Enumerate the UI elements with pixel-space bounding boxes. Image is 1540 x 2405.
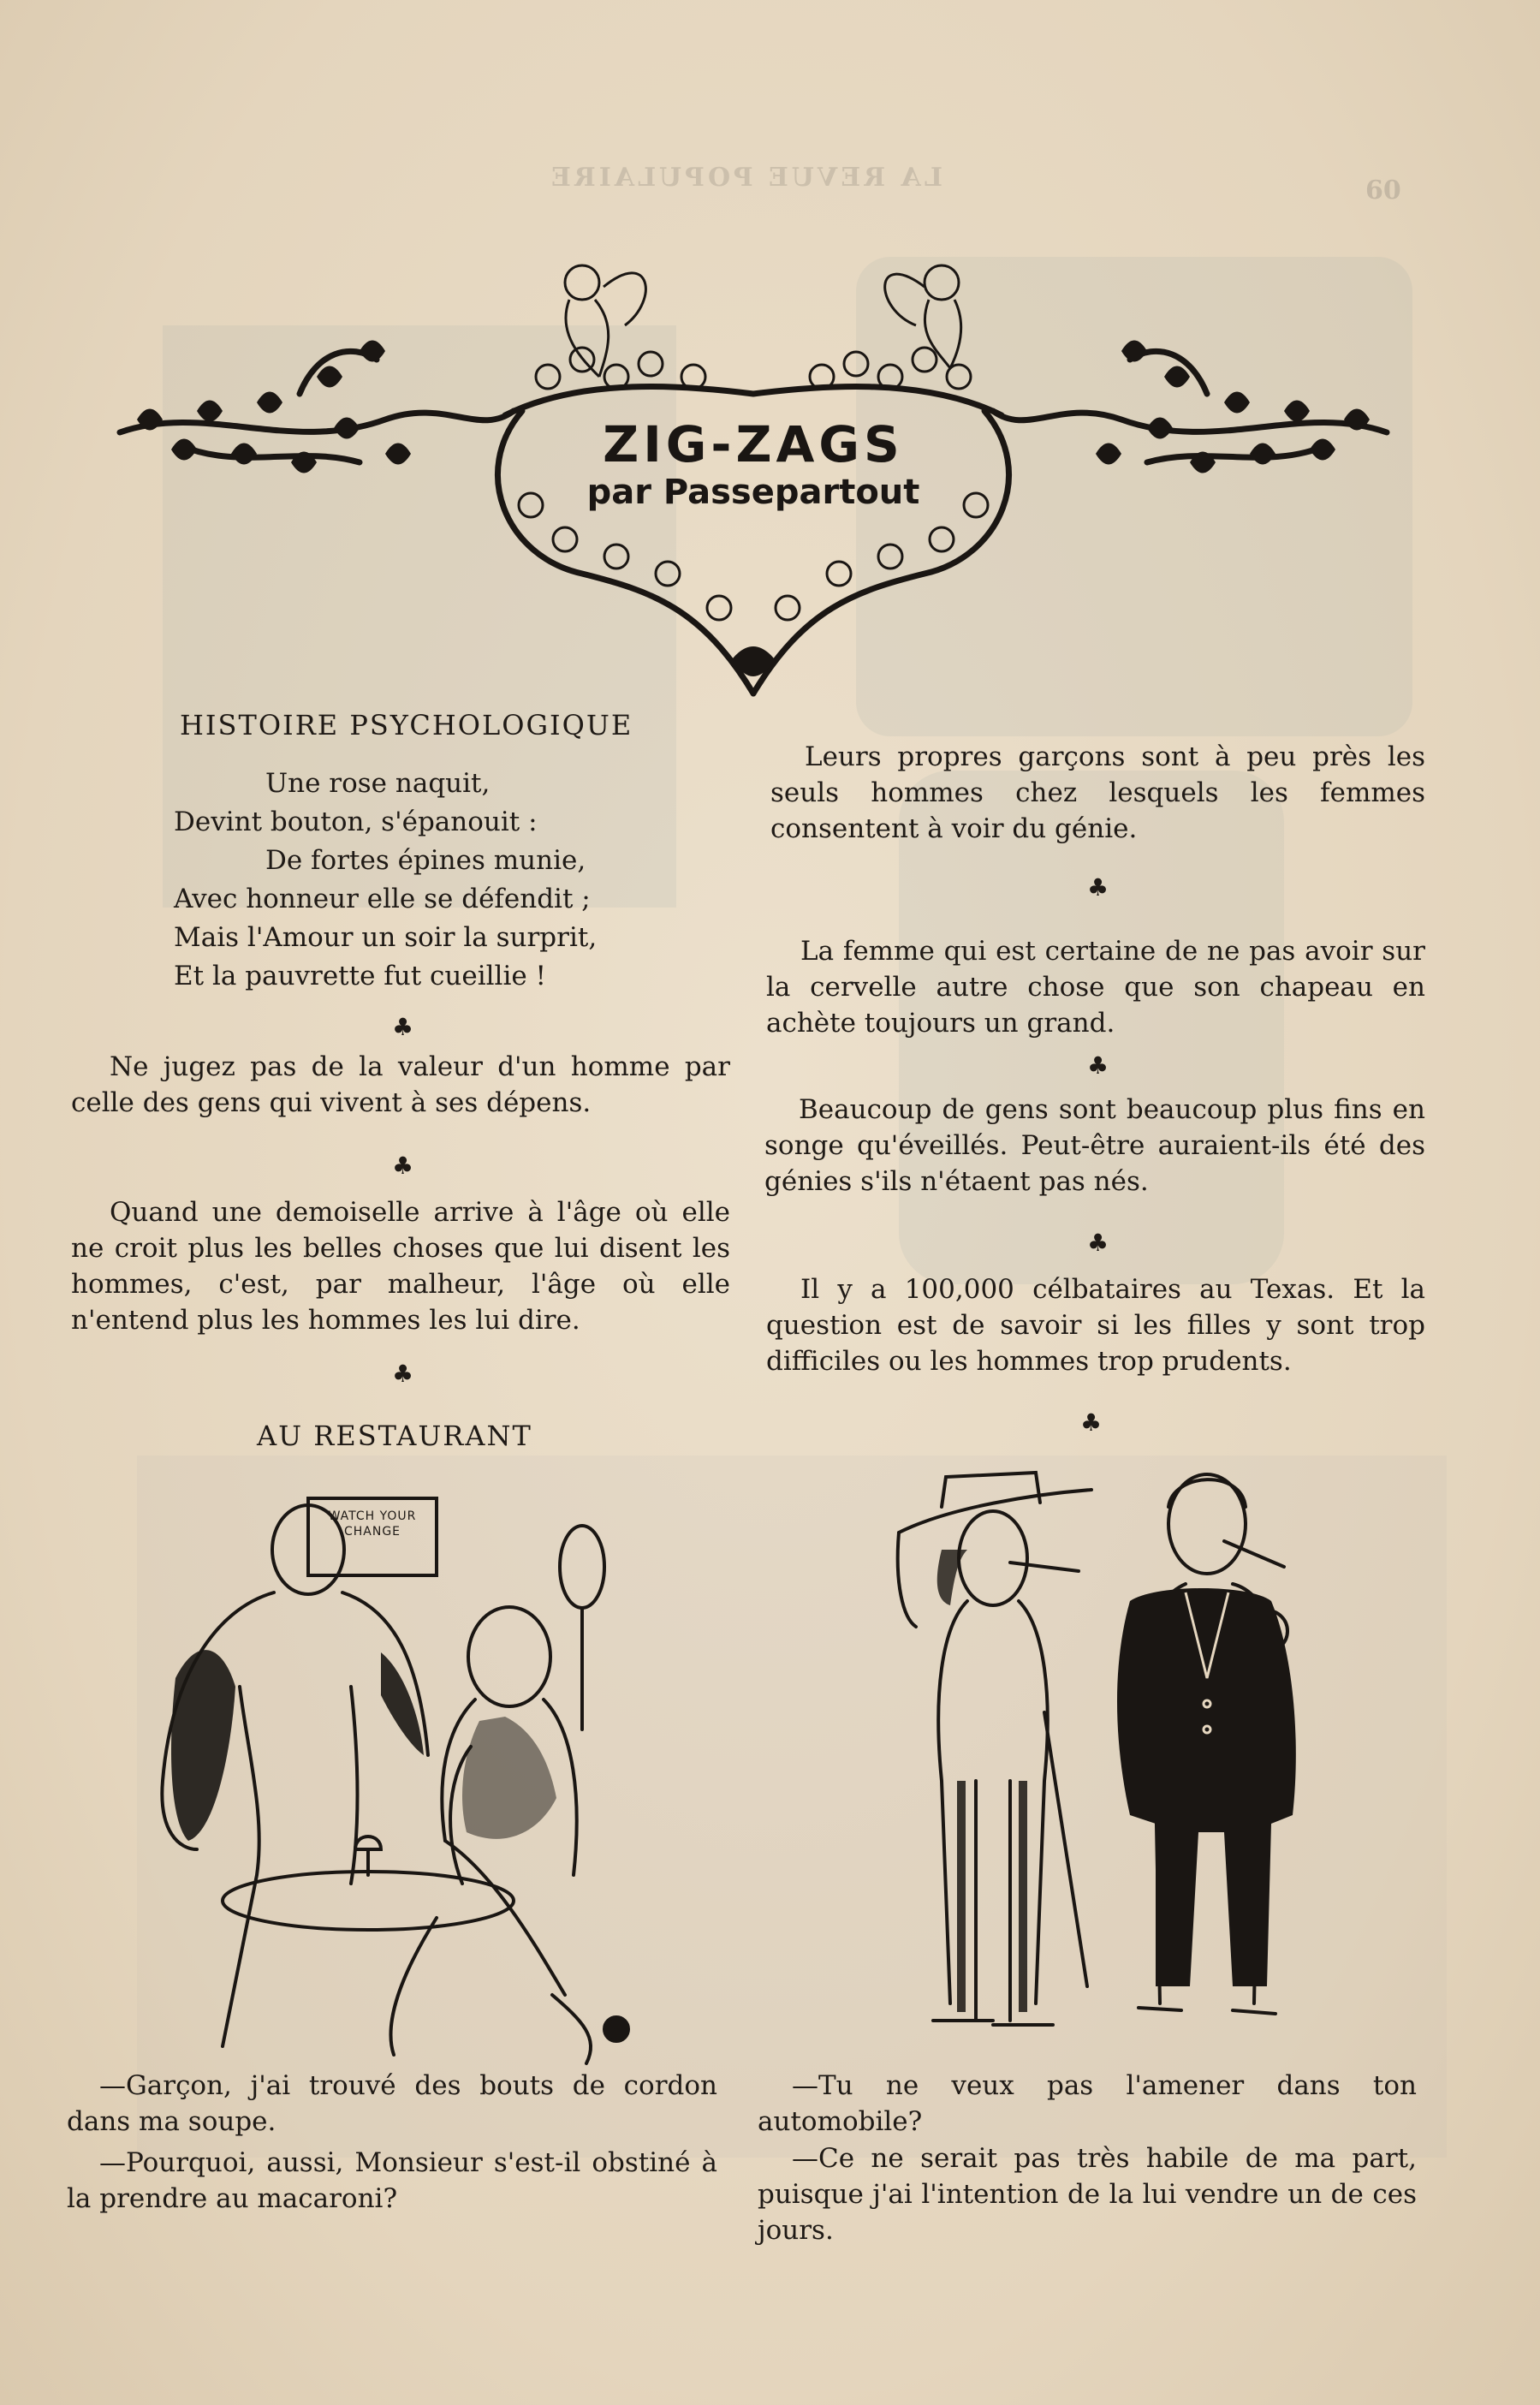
poem-line: Une rose naquit, (265, 768, 491, 799)
poem-line: Avec honneur elle se défendit ; (174, 884, 591, 914)
restaurant-dialogue-line: —Pourquoi, aussi, Monsieur s'est-il obstiné à la prendre au macaroni? (67, 2147, 717, 2214)
header-ornament (103, 248, 1404, 728)
poem-line: Et la pauvrette fut cueillie ! (174, 961, 547, 991)
poem-title: HISTOIRE PSYCHOLOGIQUE (180, 709, 633, 741)
poem-line: De fortes épines munie, (265, 845, 586, 876)
page-subtitle: par Passepartout (586, 473, 920, 512)
club-separator-icon: ♣ (392, 1360, 414, 1388)
right-paragraph: Beaucoup de gens sont beaucoup plus fins en songe qu'éveillés. Peut-être auraient-ils été des génies s'ils n'étaent pas nés. (764, 1094, 1425, 1197)
club-separator-icon: ♣ (1087, 1051, 1109, 1080)
restaurant-cartoon (137, 1473, 668, 2072)
right-paragraph: Leurs propres garçons sont à peu près les seuls hommes chez lesquels les femmes consentent à voir du génie. (770, 741, 1425, 844)
page-title: ZIG-ZAGS (603, 415, 904, 473)
bleed-through-running-head: LA REVUE POPULAIRE (548, 163, 942, 193)
club-separator-icon: ♣ (1080, 1408, 1103, 1437)
bleed-through-page-number: 60 (1365, 176, 1401, 205)
gentlemen-cartoon (882, 1456, 1412, 2072)
right-paragraph: Il y a 100,000 célbataires au Texas. Et la question est de savoir si les filles y sont trop difficiles ou les hommes trop prudents. (766, 1274, 1425, 1377)
left-paragraph: Quand une demoiselle arrive à l'âge où elle ne croit plus les belles choses que lui disent les hommes, c'est, par malheur, l'âge où elle n'entend plus les hommes les lui dire. (71, 1197, 730, 1336)
right-paragraph: La femme qui est certaine de ne pas avoir sur la cervelle autre chose que son chapeau en achète toujours un grand. (766, 936, 1425, 1039)
left-paragraph: Ne jugez pas de la valeur d'un homme par celle des gens qui vivent à ses dépens. (71, 1051, 730, 1118)
restaurant-title: AU RESTAURANT (257, 1420, 532, 1452)
poem-line: Mais l'Amour un soir la surprit, (174, 922, 598, 953)
automobile-dialogue-line: —Ce ne serait pas très habile de ma part, puisque j'ai l'intention de la lui vendre un de ces jours. (758, 2143, 1417, 2246)
restaurant-dialogue-line: —Garçon, j'ai trouvé des bouts de cordon dans ma soupe. (67, 2070, 717, 2137)
automobile-dialogue-line: —Tu ne veux pas l'amener dans ton automobile? (758, 2070, 1417, 2137)
club-separator-icon: ♣ (1087, 873, 1109, 902)
club-separator-icon: ♣ (392, 1013, 414, 1041)
waiter-and-diner-illustration-icon (137, 1473, 668, 2072)
club-separator-icon: ♣ (392, 1152, 414, 1180)
club-separator-icon: ♣ (1087, 1229, 1109, 1257)
two-gentlemen-illustration-icon (882, 1456, 1412, 2072)
watch-your-change-sign: WATCH YOUR CHANGE (328, 1509, 417, 1539)
poem-line: Devint bouton, s'épanouit : (174, 807, 538, 837)
